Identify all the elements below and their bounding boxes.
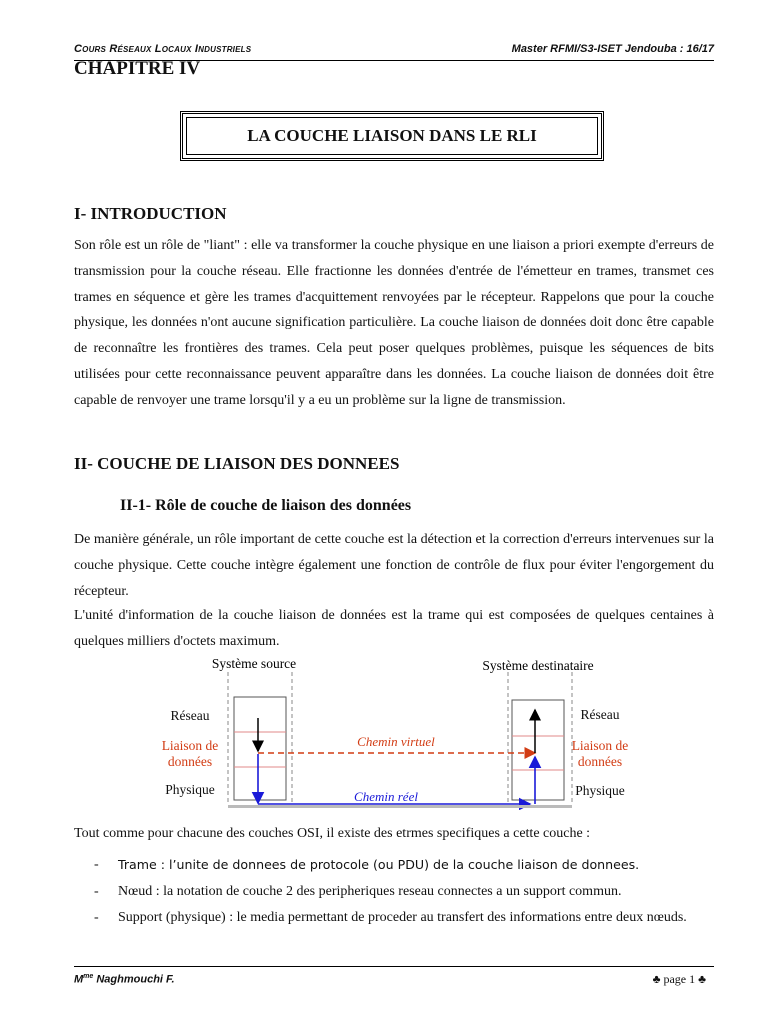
terms-intro: Tout comme pour chacune des couches OSI, il existe des etrmes specifiques a cette couche :: [74, 826, 591, 841]
transmission-medium: [228, 805, 572, 808]
chapter-label: CHAPITRE IV: [74, 58, 201, 79]
source-layer-link-line1: Liaison de: [161, 738, 219, 753]
page-number: ♣ page 1 ♣: [652, 972, 706, 986]
author-title-sup: me: [83, 973, 94, 980]
role-paragraph-1: De manière générale, un rôle important de cette couche est la détection et la correction d'erreurs intervenues sur la couche physique. Cette couche intègre également une fonction de contrôle de flux pour éviter l'engorgement du récepteur.: [74, 532, 714, 599]
section-heading-introduction: I- INTRODUCTION: [74, 204, 227, 223]
destination-stack: [512, 700, 564, 800]
list-item-text: Trame : l’unite de donnees de protocole (ou PDU) de la couche liaison de donnees.: [118, 857, 640, 872]
list-item: [74, 879, 714, 905]
source-layer-network: Réseau: [170, 708, 210, 723]
destination-system-title: Système destinataire: [482, 658, 594, 673]
source-layer-link-line2: données: [167, 754, 213, 769]
course-title: Cours Réseaux Locaux Industriels: [74, 43, 252, 55]
page-footer: [74, 966, 714, 991]
list-item: [74, 905, 714, 931]
destination-layer-network: Réseau: [580, 707, 620, 722]
author-name: Naghmouchi F.: [93, 973, 175, 986]
source-stack: [234, 697, 286, 800]
author-prefix: M: [74, 973, 84, 986]
section-heading-couche-liaison: II- COUCHE DE LIAISON DES DONNEES: [74, 454, 400, 473]
destination-layer-link-line1: Liaison de: [571, 738, 629, 753]
chapter-title: LA COUCHE LIAISON DANS LE RLI: [186, 117, 598, 155]
course-level: Master RFMI/S3-ISET Jendouba : 16/17: [511, 43, 714, 55]
list-item-text: Nœud : la notation de couche 2 des peripheriques reseau connectes a un support commun.: [118, 884, 622, 899]
list-item-text: Support (physique) : le media permettant de proceder au transfert des informations entre deux nœuds.: [118, 910, 687, 925]
role-paragraph-2: L'unité d'information de la couche liaison de données est la trame qui est composées de quelques centaines à quelques milliers d'octets maximum.: [74, 608, 714, 649]
introduction-paragraph: Son rôle est un rôle de "liant" : elle va transformer la couche physique en une liaison a priori exempte d'erreurs de transmission pour la couche réseau. Elle fractionne les données d'entrée de l'émetteur en trames, transmet ces trames en séquence et gère les trames d'acquittement renvoyées par le récepteur. Rappelons que pour la couche physique, les données n'ont aucune signification particulière. La couche liaison de données doit donc être capable de reconnaître les frontières des trames. Cela peut poser quelques problèmes, puisque les séquences de bits utilisées pour cette reconnaissance peuvent apparaître dans les données. La couche liaison de données doit être capable de renvoyer une trame lorsqu'il y a eu un problème sur la ligne de transmission.: [74, 238, 714, 408]
chapter-title-box: [180, 111, 604, 161]
list-item-dash: -: [94, 884, 99, 899]
list-item-dash: -: [94, 857, 99, 872]
osi-link-layer-figure: [150, 652, 640, 810]
destination-layer-physical: Physique: [575, 783, 625, 798]
subsection-heading-role: II-1- Rôle de couche de liaison des données: [120, 497, 412, 514]
real-path-label: Chemin réel: [354, 789, 418, 804]
list-item-dash: -: [94, 910, 99, 925]
list-item: [74, 852, 714, 879]
terms-list: [74, 852, 714, 931]
destination-layer-link-line2: données: [577, 754, 623, 769]
virtual-path-label: Chemin virtuel: [357, 734, 435, 749]
source-system-title: Système source: [211, 656, 297, 671]
author: [74, 973, 175, 986]
source-layer-physical: Physique: [165, 782, 215, 797]
